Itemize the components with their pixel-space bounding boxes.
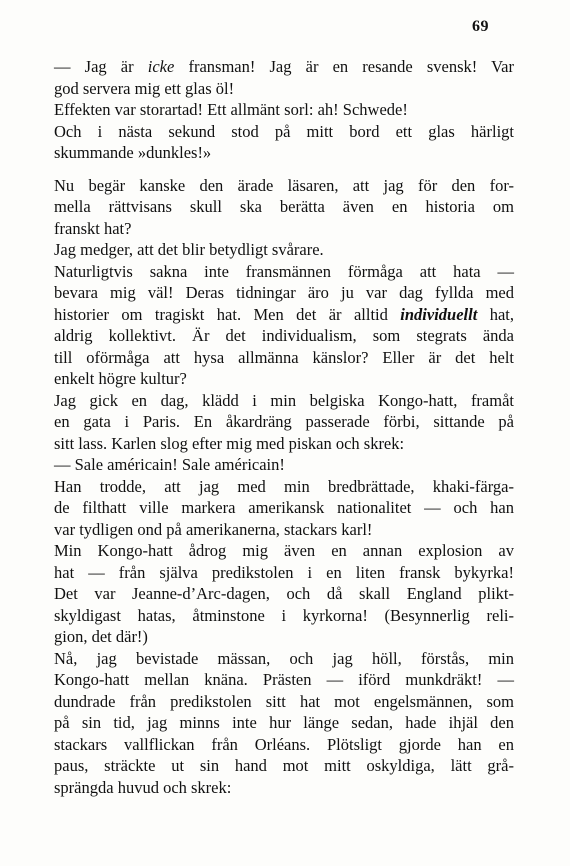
text-line xyxy=(54,691,514,713)
paragraph-gap xyxy=(54,164,514,175)
paragraph xyxy=(54,99,514,121)
paragraph xyxy=(54,121,514,164)
text-run: god servera mig ett glas öl! xyxy=(54,78,235,98)
text-line xyxy=(54,261,514,283)
text-line xyxy=(54,390,514,412)
text-run: enkelt högre kultur? xyxy=(54,369,187,388)
emphasis-text: icke xyxy=(147,57,175,76)
text-run: historier om tragiskt hat. Men det är alltid xyxy=(54,304,401,324)
text-line xyxy=(54,734,514,756)
text-run: Det var Jeanne-d’Arc-dagen, och då skall England plikt- xyxy=(54,584,514,603)
text-line xyxy=(54,325,514,347)
text-line xyxy=(54,99,514,121)
text-line xyxy=(54,605,514,627)
text-line xyxy=(54,626,514,648)
paragraph xyxy=(54,175,514,240)
text-run: de filthatt ville markera amerikansk nationalitet — och han xyxy=(54,498,514,517)
text-run: stackars vallflickan från Orléans. Plötsligt gjorde han en xyxy=(54,734,514,754)
text-run: Min Kongo-hatt ådrog mig även en annan explosion av xyxy=(54,541,514,560)
body-text xyxy=(54,56,514,798)
text-run: Nå, jag bevistade mässan, och jag höll, förstås, min xyxy=(54,648,514,668)
text-line xyxy=(54,777,514,799)
text-line xyxy=(54,519,514,541)
text-run: skummande »dunkles!» xyxy=(54,143,212,162)
text-line xyxy=(54,142,514,164)
text-line xyxy=(54,196,514,218)
text-line xyxy=(54,497,514,519)
text-run: — Jag är xyxy=(54,57,148,76)
text-run: på sin tid, jag minns inte hur länge sedan, hade ihjäl den xyxy=(54,713,514,732)
text-line xyxy=(54,347,514,369)
text-line xyxy=(54,476,514,498)
text-line xyxy=(54,121,514,143)
text-line xyxy=(54,712,514,734)
text-run: Och i nästa sekund stod på mitt bord ett glas härligt xyxy=(54,121,514,141)
text-run: dundrade från predikstolen sitt hat mot engelsmännen, som xyxy=(54,691,514,711)
paragraph xyxy=(54,648,514,799)
text-line xyxy=(54,454,514,476)
text-run: gion, det där!) xyxy=(54,627,148,646)
text-run: hat, xyxy=(477,304,514,324)
text-run: Jag medger, att det blir betydligt svårare. xyxy=(54,240,324,259)
text-run: Effekten var storartad! Ett allmänt sorl: ah! Schwede! xyxy=(54,100,408,119)
paragraph xyxy=(54,390,514,455)
text-run: Jag gick en dag, klädd i min belgiska Kongo-hatt, framåt xyxy=(54,390,514,410)
paragraph xyxy=(54,261,514,390)
text-line xyxy=(54,583,514,605)
text-run: en gata i Paris. En åkardräng passerade förbi, sittande på xyxy=(54,412,514,431)
text-run: mella rättvisans skull ska berätta även en historia om xyxy=(54,197,514,216)
text-line xyxy=(54,78,514,100)
text-run: fransman! Jag är en resande svensk! Var xyxy=(174,57,514,76)
text-line xyxy=(54,433,514,455)
text-line xyxy=(54,304,514,326)
text-run: Kongo-hatt mellan knäna. Prästen — iförd munkdräkt! — xyxy=(54,670,514,689)
text-line xyxy=(54,56,514,78)
text-run: paus, sträckte ut sin hand mot mitt oskyldiga, lätt grå- xyxy=(54,756,514,775)
text-run: sitt lass. Karlen slog efter mig med piskan och skrek: xyxy=(54,433,405,453)
text-run: sprängda huvud och skrek: xyxy=(54,777,232,797)
page-number: 69 xyxy=(472,18,489,35)
text-line xyxy=(54,669,514,691)
text-line xyxy=(54,562,514,584)
text-run: Nu begär kanske den ärade läsaren, att jag för den for- xyxy=(54,175,514,195)
text-line xyxy=(54,755,514,777)
text-run: bevara mig väl! Deras tidningar äro ju var dag fyllda med xyxy=(54,283,514,302)
paragraph xyxy=(54,239,514,261)
text-run: — Sale américain! Sale américain! xyxy=(54,455,285,474)
text-run: hat — från själva predikstolen i en liten fransk bykyrka! xyxy=(54,562,514,582)
text-line xyxy=(54,218,514,240)
text-run: skyldigast hatas, åtminstone i kyrkorna! (Besynnerlig reli- xyxy=(54,605,514,625)
text-line xyxy=(54,368,514,390)
text-line xyxy=(54,239,514,261)
text-run: aldrig kollektivt. Är det individualism, som stegrats ända xyxy=(54,326,514,345)
text-line xyxy=(54,648,514,670)
paragraph xyxy=(54,56,514,99)
text-line xyxy=(54,175,514,197)
paragraph xyxy=(54,476,514,541)
text-line xyxy=(54,411,514,433)
text-line xyxy=(54,540,514,562)
text-run: var tydligen ond på amerikanerna, stackars karl! xyxy=(54,519,373,539)
text-run: Naturligtvis sakna inte fransmännen förmåga att hata — xyxy=(54,261,514,281)
text-run: Han trodde, att jag med min bredbrättade, khaki-färga- xyxy=(54,476,514,496)
emphasis-text: individuellt xyxy=(400,304,478,324)
text-run: till oförmåga att hysa allmänna känslor? Eller är det helt xyxy=(54,347,514,367)
text-line xyxy=(54,282,514,304)
paragraph xyxy=(54,454,514,476)
paragraph xyxy=(54,540,514,648)
text-run: franskt hat? xyxy=(54,218,132,238)
